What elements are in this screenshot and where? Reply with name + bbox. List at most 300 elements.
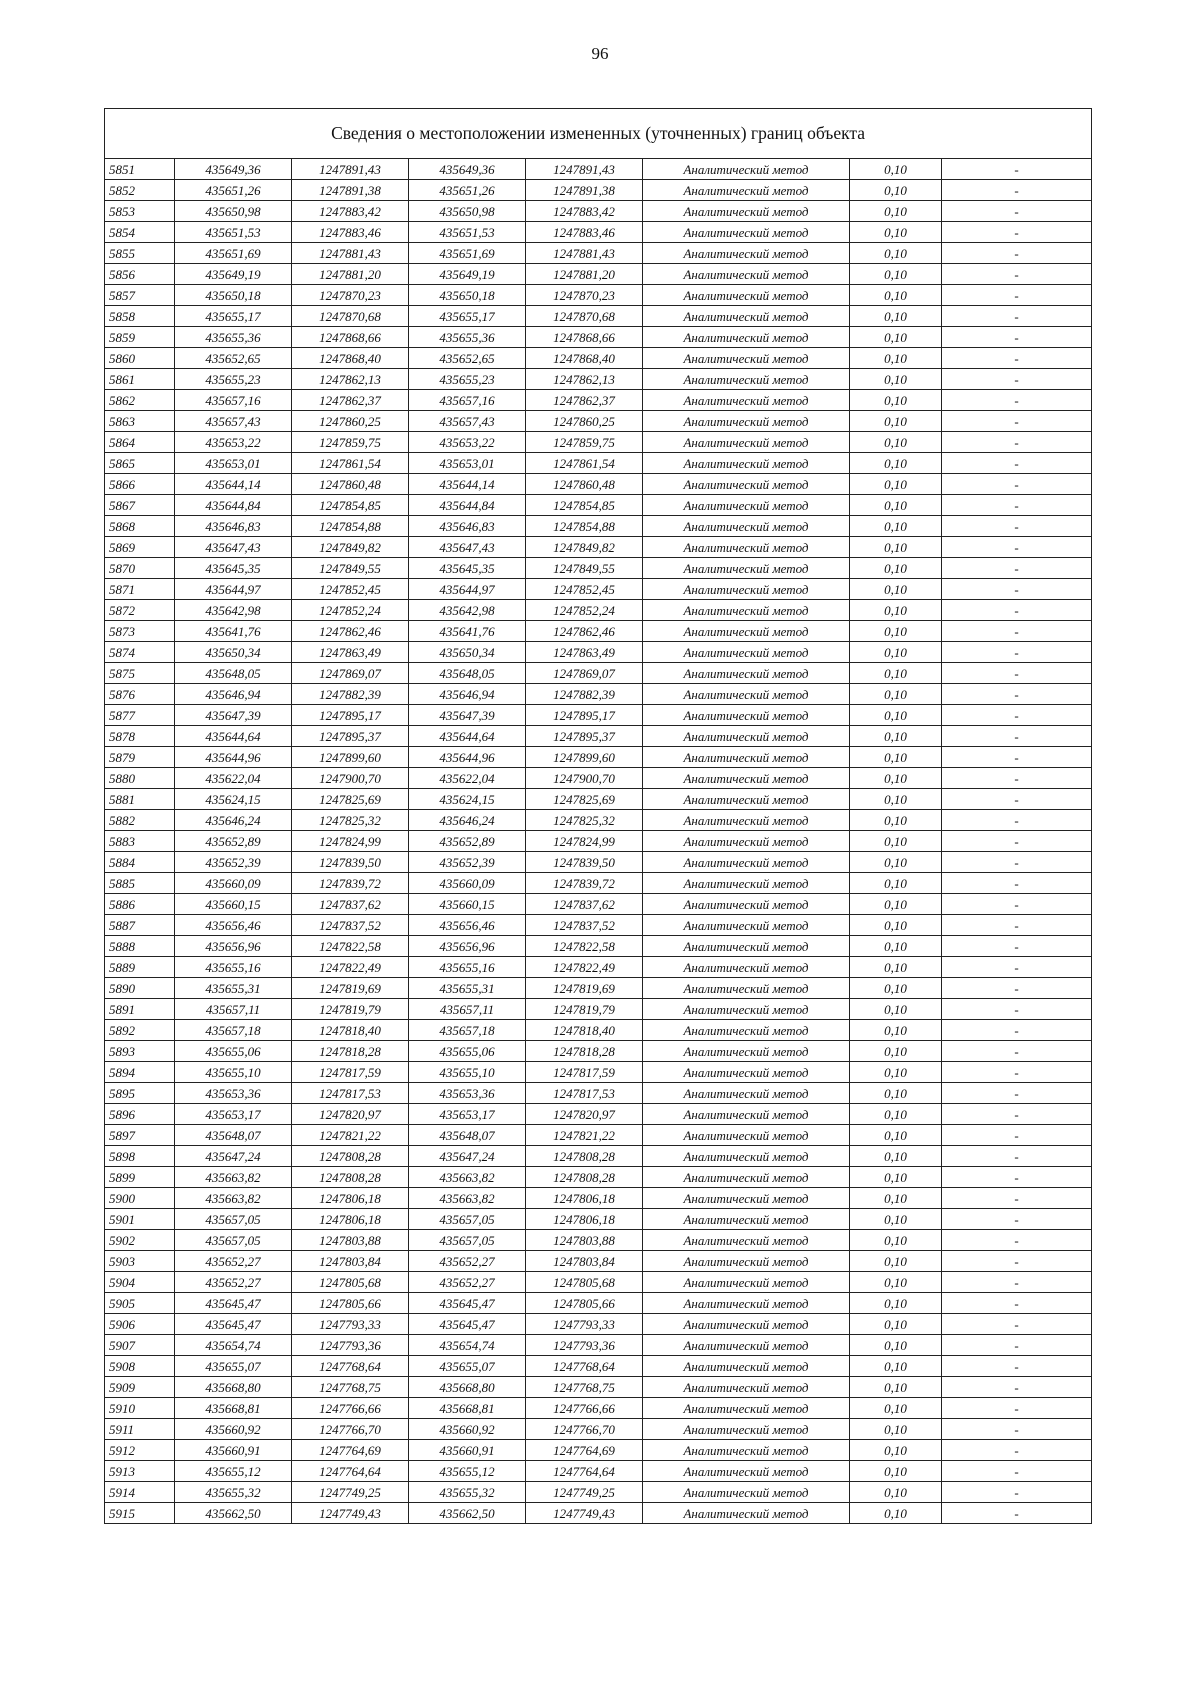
new-x-cell: 435650,98 [409, 201, 526, 222]
new-y-cell: 1247749,25 [526, 1482, 643, 1503]
table-row [105, 537, 1092, 558]
existing-y-cell: 1247819,79 [292, 999, 409, 1020]
existing-x-cell: 435648,05 [175, 663, 292, 684]
new-x-cell: 435655,12 [409, 1461, 526, 1482]
new-x-cell: 435657,05 [409, 1230, 526, 1251]
existing-x-cell: 435655,23 [175, 369, 292, 390]
point-number-cell: 5892 [105, 1020, 175, 1041]
point-number-cell: 5903 [105, 1251, 175, 1272]
method-cell: Аналитический метод [643, 243, 850, 264]
table-row [105, 768, 1092, 789]
existing-y-cell: 1247854,88 [292, 516, 409, 537]
note-cell: - [942, 1398, 1092, 1419]
method-cell: Аналитический метод [643, 1167, 850, 1188]
new-y-cell: 1247859,75 [526, 432, 643, 453]
method-cell: Аналитический метод [643, 1251, 850, 1272]
method-cell: Аналитический метод [643, 852, 850, 873]
table-row [105, 1419, 1092, 1440]
point-number-cell: 5891 [105, 999, 175, 1020]
method-cell: Аналитический метод [643, 453, 850, 474]
existing-x-cell: 435657,43 [175, 411, 292, 432]
new-y-cell: 1247900,70 [526, 768, 643, 789]
existing-x-cell: 435668,81 [175, 1398, 292, 1419]
new-y-cell: 1247818,28 [526, 1041, 643, 1062]
point-number-cell: 5880 [105, 768, 175, 789]
existing-y-cell: 1247805,66 [292, 1293, 409, 1314]
accuracy-cell: 0,10 [850, 684, 942, 705]
accuracy-cell: 0,10 [850, 1398, 942, 1419]
point-number-cell: 5885 [105, 873, 175, 894]
note-cell: - [942, 1440, 1092, 1461]
existing-y-cell: 1247793,36 [292, 1335, 409, 1356]
existing-x-cell: 435644,64 [175, 726, 292, 747]
point-number-cell: 5890 [105, 978, 175, 999]
table-row [105, 1314, 1092, 1335]
existing-x-cell: 435651,69 [175, 243, 292, 264]
existing-x-cell: 435655,36 [175, 327, 292, 348]
accuracy-cell: 0,10 [850, 810, 942, 831]
note-cell: - [942, 495, 1092, 516]
existing-x-cell: 435651,53 [175, 222, 292, 243]
new-y-cell: 1247805,68 [526, 1272, 643, 1293]
point-number-cell: 5910 [105, 1398, 175, 1419]
new-x-cell: 435656,46 [409, 915, 526, 936]
accuracy-cell: 0,10 [850, 432, 942, 453]
existing-x-cell: 435657,11 [175, 999, 292, 1020]
existing-y-cell: 1247806,18 [292, 1209, 409, 1230]
new-y-cell: 1247837,62 [526, 894, 643, 915]
method-cell: Аналитический метод [643, 789, 850, 810]
accuracy-cell: 0,10 [850, 915, 942, 936]
existing-y-cell: 1247870,68 [292, 306, 409, 327]
new-y-cell: 1247839,50 [526, 852, 643, 873]
point-number-cell: 5904 [105, 1272, 175, 1293]
existing-y-cell: 1247803,84 [292, 1251, 409, 1272]
existing-y-cell: 1247852,24 [292, 600, 409, 621]
table-row [105, 495, 1092, 516]
new-x-cell: 435655,23 [409, 369, 526, 390]
accuracy-cell: 0,10 [850, 1167, 942, 1188]
existing-x-cell: 435655,32 [175, 1482, 292, 1503]
boundary-coordinates-table [104, 108, 1092, 1524]
method-cell: Аналитический метод [643, 1482, 850, 1503]
new-x-cell: 435655,36 [409, 327, 526, 348]
accuracy-cell: 0,10 [850, 1104, 942, 1125]
note-cell: - [942, 327, 1092, 348]
accuracy-cell: 0,10 [850, 621, 942, 642]
new-y-cell: 1247895,17 [526, 705, 643, 726]
new-x-cell: 435655,07 [409, 1356, 526, 1377]
new-x-cell: 435646,83 [409, 516, 526, 537]
existing-x-cell: 435657,05 [175, 1230, 292, 1251]
new-y-cell: 1247854,85 [526, 495, 643, 516]
accuracy-cell: 0,10 [850, 537, 942, 558]
existing-x-cell: 435652,65 [175, 348, 292, 369]
method-cell: Аналитический метод [643, 1062, 850, 1083]
existing-y-cell: 1247854,85 [292, 495, 409, 516]
new-x-cell: 435652,39 [409, 852, 526, 873]
point-number-cell: 5857 [105, 285, 175, 306]
new-x-cell: 435649,19 [409, 264, 526, 285]
point-number-cell: 5909 [105, 1377, 175, 1398]
new-y-cell: 1247883,42 [526, 201, 643, 222]
new-x-cell: 435650,34 [409, 642, 526, 663]
existing-x-cell: 435652,27 [175, 1272, 292, 1293]
new-x-cell: 435651,26 [409, 180, 526, 201]
method-cell: Аналитический метод [643, 1356, 850, 1377]
new-x-cell: 435655,10 [409, 1062, 526, 1083]
method-cell: Аналитический метод [643, 642, 850, 663]
note-cell: - [942, 1209, 1092, 1230]
new-y-cell: 1247764,64 [526, 1461, 643, 1482]
existing-y-cell: 1247821,22 [292, 1125, 409, 1146]
table-row [105, 1335, 1092, 1356]
accuracy-cell: 0,10 [850, 1230, 942, 1251]
accuracy-cell: 0,10 [850, 1314, 942, 1335]
method-cell: Аналитический метод [643, 1272, 850, 1293]
note-cell: - [942, 999, 1092, 1020]
note-cell: - [942, 432, 1092, 453]
existing-y-cell: 1247808,28 [292, 1167, 409, 1188]
new-y-cell: 1247860,25 [526, 411, 643, 432]
existing-y-cell: 1247899,60 [292, 747, 409, 768]
method-cell: Аналитический метод [643, 999, 850, 1020]
note-cell: - [942, 222, 1092, 243]
note-cell: - [942, 474, 1092, 495]
table-row [105, 264, 1092, 285]
method-cell: Аналитический метод [643, 726, 850, 747]
table-row [105, 579, 1092, 600]
new-x-cell: 435660,15 [409, 894, 526, 915]
point-number-cell: 5867 [105, 495, 175, 516]
new-y-cell: 1247862,37 [526, 390, 643, 411]
accuracy-cell: 0,10 [850, 999, 942, 1020]
new-y-cell: 1247870,68 [526, 306, 643, 327]
new-x-cell: 435652,65 [409, 348, 526, 369]
existing-x-cell: 435651,26 [175, 180, 292, 201]
note-cell: - [942, 159, 1092, 180]
existing-x-cell: 435660,15 [175, 894, 292, 915]
accuracy-cell: 0,10 [850, 1356, 942, 1377]
method-cell: Аналитический метод [643, 474, 850, 495]
new-y-cell: 1247766,70 [526, 1419, 643, 1440]
new-y-cell: 1247803,84 [526, 1251, 643, 1272]
accuracy-cell: 0,10 [850, 495, 942, 516]
new-y-cell: 1247861,54 [526, 453, 643, 474]
method-cell: Аналитический метод [643, 1398, 850, 1419]
existing-x-cell: 435653,01 [175, 453, 292, 474]
point-number-cell: 5888 [105, 936, 175, 957]
new-x-cell: 435654,74 [409, 1335, 526, 1356]
point-number-cell: 5876 [105, 684, 175, 705]
table-row [105, 1062, 1092, 1083]
note-cell: - [942, 180, 1092, 201]
existing-y-cell: 1247849,82 [292, 537, 409, 558]
table-row [105, 999, 1092, 1020]
point-number-cell: 5896 [105, 1104, 175, 1125]
table-title: Сведения о местоположении измененных (уточненных) границ объекта [105, 109, 1092, 159]
existing-y-cell: 1247837,52 [292, 915, 409, 936]
existing-y-cell: 1247817,59 [292, 1062, 409, 1083]
point-number-cell: 5913 [105, 1461, 175, 1482]
accuracy-cell: 0,10 [850, 1419, 942, 1440]
point-number-cell: 5894 [105, 1062, 175, 1083]
new-x-cell: 435644,84 [409, 495, 526, 516]
new-x-cell: 435656,96 [409, 936, 526, 957]
new-y-cell: 1247805,66 [526, 1293, 643, 1314]
point-number-cell: 5863 [105, 411, 175, 432]
table-row [105, 453, 1092, 474]
new-y-cell: 1247839,72 [526, 873, 643, 894]
existing-x-cell: 435655,07 [175, 1356, 292, 1377]
existing-x-cell: 435642,98 [175, 600, 292, 621]
method-cell: Аналитический метод [643, 1020, 850, 1041]
accuracy-cell: 0,10 [850, 936, 942, 957]
new-x-cell: 435642,98 [409, 600, 526, 621]
note-cell: - [942, 1104, 1092, 1125]
note-cell: - [942, 600, 1092, 621]
point-number-cell: 5852 [105, 180, 175, 201]
table-row [105, 957, 1092, 978]
method-cell: Аналитический метод [643, 1335, 850, 1356]
new-y-cell: 1247891,43 [526, 159, 643, 180]
point-number-cell: 5864 [105, 432, 175, 453]
point-number-cell: 5882 [105, 810, 175, 831]
existing-y-cell: 1247881,43 [292, 243, 409, 264]
accuracy-cell: 0,10 [850, 264, 942, 285]
note-cell: - [942, 306, 1092, 327]
method-cell: Аналитический метод [643, 978, 850, 999]
accuracy-cell: 0,10 [850, 1188, 942, 1209]
note-cell: - [942, 1125, 1092, 1146]
existing-y-cell: 1247817,53 [292, 1083, 409, 1104]
new-y-cell: 1247764,69 [526, 1440, 643, 1461]
existing-x-cell: 435624,15 [175, 789, 292, 810]
method-cell: Аналитический метод [643, 411, 850, 432]
new-y-cell: 1247821,22 [526, 1125, 643, 1146]
new-y-cell: 1247862,46 [526, 621, 643, 642]
point-number-cell: 5901 [105, 1209, 175, 1230]
point-number-cell: 5871 [105, 579, 175, 600]
accuracy-cell: 0,10 [850, 243, 942, 264]
accuracy-cell: 0,10 [850, 390, 942, 411]
accuracy-cell: 0,10 [850, 285, 942, 306]
point-number-cell: 5883 [105, 831, 175, 852]
note-cell: - [942, 264, 1092, 285]
new-x-cell: 435644,97 [409, 579, 526, 600]
table-row [105, 1440, 1092, 1461]
new-x-cell: 435649,36 [409, 159, 526, 180]
point-number-cell: 5873 [105, 621, 175, 642]
existing-y-cell: 1247805,68 [292, 1272, 409, 1293]
accuracy-cell: 0,10 [850, 978, 942, 999]
new-x-cell: 435645,47 [409, 1314, 526, 1335]
new-x-cell: 435653,17 [409, 1104, 526, 1125]
note-cell: - [942, 1146, 1092, 1167]
accuracy-cell: 0,10 [850, 894, 942, 915]
existing-y-cell: 1247860,48 [292, 474, 409, 495]
accuracy-cell: 0,10 [850, 1503, 942, 1524]
note-cell: - [942, 1020, 1092, 1041]
method-cell: Аналитический метод [643, 201, 850, 222]
point-number-cell: 5862 [105, 390, 175, 411]
note-cell: - [942, 1356, 1092, 1377]
point-number-cell: 5874 [105, 642, 175, 663]
existing-x-cell: 435644,97 [175, 579, 292, 600]
note-cell: - [942, 663, 1092, 684]
new-x-cell: 435646,94 [409, 684, 526, 705]
new-y-cell: 1247822,58 [526, 936, 643, 957]
existing-x-cell: 435644,84 [175, 495, 292, 516]
new-y-cell: 1247793,33 [526, 1314, 643, 1335]
new-x-cell: 435663,82 [409, 1188, 526, 1209]
method-cell: Аналитический метод [643, 516, 850, 537]
table-row [105, 600, 1092, 621]
existing-y-cell: 1247824,99 [292, 831, 409, 852]
point-number-cell: 5866 [105, 474, 175, 495]
method-cell: Аналитический метод [643, 369, 850, 390]
existing-x-cell: 435645,47 [175, 1293, 292, 1314]
accuracy-cell: 0,10 [850, 1125, 942, 1146]
new-y-cell: 1247881,43 [526, 243, 643, 264]
note-cell: - [942, 1272, 1092, 1293]
existing-y-cell: 1247868,40 [292, 348, 409, 369]
table-row [105, 1167, 1092, 1188]
existing-x-cell: 435653,36 [175, 1083, 292, 1104]
accuracy-cell: 0,10 [850, 663, 942, 684]
accuracy-cell: 0,10 [850, 852, 942, 873]
method-cell: Аналитический метод [643, 810, 850, 831]
existing-y-cell: 1247882,39 [292, 684, 409, 705]
existing-y-cell: 1247852,45 [292, 579, 409, 600]
note-cell: - [942, 684, 1092, 705]
accuracy-cell: 0,10 [850, 873, 942, 894]
existing-x-cell: 435657,05 [175, 1209, 292, 1230]
existing-y-cell: 1247820,97 [292, 1104, 409, 1125]
existing-y-cell: 1247766,70 [292, 1419, 409, 1440]
method-cell: Аналитический метод [643, 1230, 850, 1251]
accuracy-cell: 0,10 [850, 348, 942, 369]
existing-y-cell: 1247868,66 [292, 327, 409, 348]
method-cell: Аналитический метод [643, 1293, 850, 1314]
table-row [105, 1482, 1092, 1503]
existing-x-cell: 435655,06 [175, 1041, 292, 1062]
existing-y-cell: 1247862,13 [292, 369, 409, 390]
existing-y-cell: 1247749,25 [292, 1482, 409, 1503]
existing-x-cell: 435660,09 [175, 873, 292, 894]
accuracy-cell: 0,10 [850, 1482, 942, 1503]
note-cell: - [942, 558, 1092, 579]
accuracy-cell: 0,10 [850, 1062, 942, 1083]
existing-y-cell: 1247862,37 [292, 390, 409, 411]
method-cell: Аналитический метод [643, 285, 850, 306]
note-cell: - [942, 726, 1092, 747]
accuracy-cell: 0,10 [850, 453, 942, 474]
point-number-cell: 5879 [105, 747, 175, 768]
existing-y-cell: 1247863,49 [292, 642, 409, 663]
table-row [105, 894, 1092, 915]
point-number-cell: 5870 [105, 558, 175, 579]
table-row [105, 1251, 1092, 1272]
point-number-cell: 5893 [105, 1041, 175, 1062]
note-cell: - [942, 789, 1092, 810]
point-number-cell: 5898 [105, 1146, 175, 1167]
new-x-cell: 435647,39 [409, 705, 526, 726]
new-y-cell: 1247849,55 [526, 558, 643, 579]
existing-x-cell: 435641,76 [175, 621, 292, 642]
new-y-cell: 1247806,18 [526, 1188, 643, 1209]
note-cell: - [942, 285, 1092, 306]
new-y-cell: 1247868,66 [526, 327, 643, 348]
table-row [105, 936, 1092, 957]
new-x-cell: 435648,07 [409, 1125, 526, 1146]
accuracy-cell: 0,10 [850, 1272, 942, 1293]
existing-x-cell: 435660,92 [175, 1419, 292, 1440]
existing-y-cell: 1247869,07 [292, 663, 409, 684]
new-x-cell: 435624,15 [409, 789, 526, 810]
existing-x-cell: 435655,12 [175, 1461, 292, 1482]
existing-y-cell: 1247768,75 [292, 1377, 409, 1398]
table-row [105, 474, 1092, 495]
point-number-cell: 5912 [105, 1440, 175, 1461]
table-row [105, 810, 1092, 831]
accuracy-cell: 0,10 [850, 1440, 942, 1461]
note-cell: - [942, 810, 1092, 831]
existing-x-cell: 435652,89 [175, 831, 292, 852]
page-number: 96 [591, 44, 609, 63]
method-cell: Аналитический метод [643, 537, 850, 558]
existing-y-cell: 1247883,46 [292, 222, 409, 243]
point-number-cell: 5861 [105, 369, 175, 390]
new-x-cell: 435651,69 [409, 243, 526, 264]
method-cell: Аналитический метод [643, 1041, 850, 1062]
table-row [105, 1377, 1092, 1398]
note-cell: - [942, 894, 1092, 915]
new-x-cell: 435657,18 [409, 1020, 526, 1041]
new-x-cell: 435650,18 [409, 285, 526, 306]
table-row [105, 1104, 1092, 1125]
note-cell: - [942, 201, 1092, 222]
method-cell: Аналитический метод [643, 558, 850, 579]
method-cell: Аналитический метод [643, 873, 850, 894]
existing-x-cell: 435653,22 [175, 432, 292, 453]
table-row [105, 1230, 1092, 1251]
existing-y-cell: 1247860,25 [292, 411, 409, 432]
existing-y-cell: 1247839,50 [292, 852, 409, 873]
existing-x-cell: 435644,96 [175, 747, 292, 768]
accuracy-cell: 0,10 [850, 369, 942, 390]
accuracy-cell: 0,10 [850, 1146, 942, 1167]
table-row [105, 516, 1092, 537]
existing-x-cell: 435663,82 [175, 1188, 292, 1209]
existing-x-cell: 435649,19 [175, 264, 292, 285]
accuracy-cell: 0,10 [850, 1335, 942, 1356]
note-cell: - [942, 579, 1092, 600]
table-row [105, 663, 1092, 684]
existing-y-cell: 1247895,37 [292, 726, 409, 747]
table-row [105, 411, 1092, 432]
accuracy-cell: 0,10 [850, 1293, 942, 1314]
accuracy-cell: 0,10 [850, 831, 942, 852]
new-x-cell: 435644,96 [409, 747, 526, 768]
accuracy-cell: 0,10 [850, 957, 942, 978]
existing-y-cell: 1247808,28 [292, 1146, 409, 1167]
table-row [105, 390, 1092, 411]
point-number-cell: 5859 [105, 327, 175, 348]
accuracy-cell: 0,10 [850, 579, 942, 600]
new-x-cell: 435641,76 [409, 621, 526, 642]
new-y-cell: 1247803,88 [526, 1230, 643, 1251]
